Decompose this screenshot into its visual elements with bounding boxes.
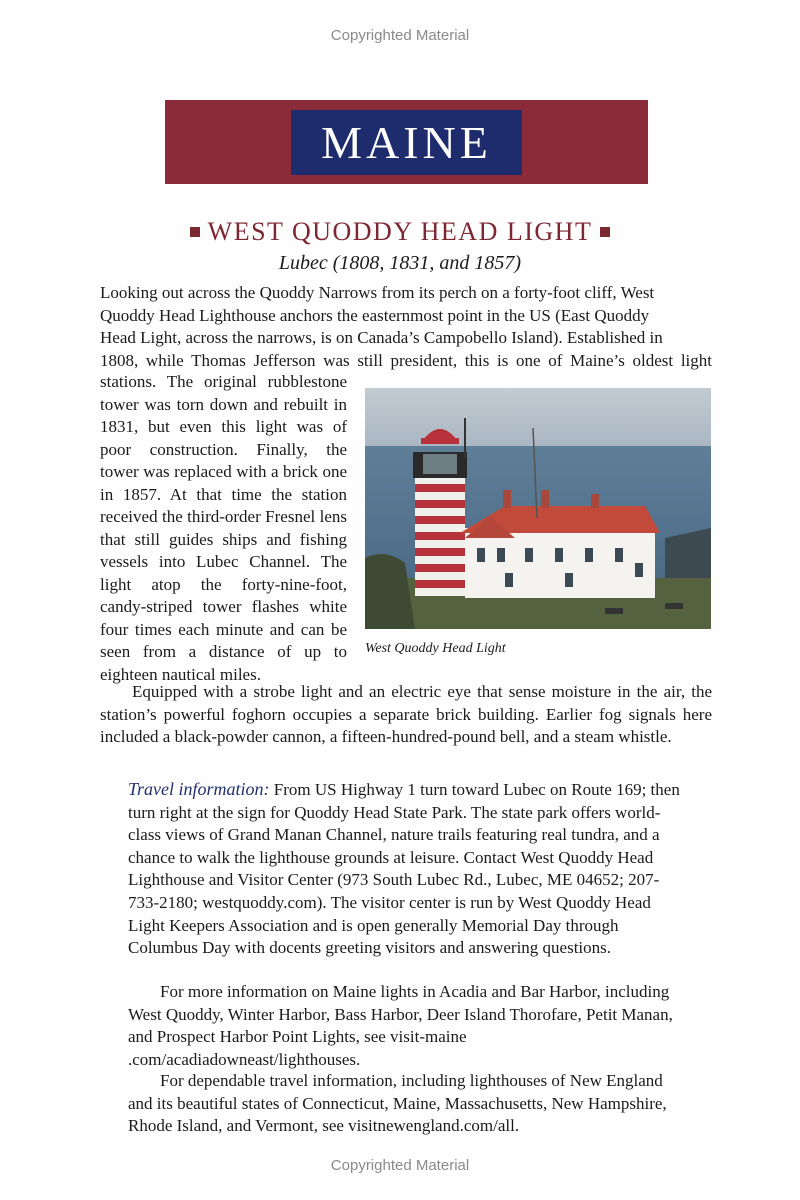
intro-line: Head Light, across the narrows, is on Canada’s Campobello Island). Established in: [100, 328, 663, 347]
lighthouse-photo: [365, 388, 711, 629]
copyright-header: Copyrighted Material: [330, 27, 470, 44]
intro-line: Looking out across the Quoddy Narrows from its perch on a forty-foot cliff, West: [100, 283, 655, 302]
foghorn-paragraph: Equipped with a strobe light and an electric eye that sense moisture in the air, the station’s powerful foghorn occupies a separate brick building. Earlier fog signals here included a black-powder cannon, a fifteen-hundred-pound bell, and a steam whistle.: [100, 682, 712, 746]
bullet-square-icon: [190, 227, 200, 237]
photo-caption: West Quoddy Head Light: [365, 641, 506, 656]
lighthouse-title: [0, 217, 800, 247]
intro-paragraph: [100, 282, 712, 372]
intro-line: Quoddy Head Lighthouse anchors the easternmost point in the US (East Quoddy: [100, 305, 650, 325]
intro-line: 1808, while Thomas Jefferson was still president, this is one of Maine’s oldest light: [100, 350, 712, 370]
acadia-info-paragraph: For more information on Maine lights in Acadia and Bar Harbor, including West Quoddy, Winter Harbor, Bass Harbor, Deer Island Thorofare, Petit Manan, and Prospect Harbor Point Lights, see visit-maine .com/acadiadowneast/lighthouses.: [128, 982, 673, 1069]
state-name: MAINE: [291, 110, 522, 175]
bullet-square-icon: [600, 227, 610, 237]
travel-info-text: From US Highway 1 turn toward Lubec on Route 169; then turn right at the sign for Quoddy Head State Park. The state park offers world-class views of Grand Manan Channel, nature trails featuring real tundra, and a chance to walk the lighthouse grounds at leisure. Contact West Quoddy Head Lighthouse and Visitor Center (973 South Lubec Rd., Lubec, ME 04652; 207-733-2180; westquoddy.com). The visitor center is run by West Quoddy Head Light Keepers Association and is open generally Memorial Day through Columbus Day with docents greeting visitors and answering questions.: [128, 780, 680, 958]
new-england-info-paragraph: For dependable travel information, including lighthouses of New England and its beautiful states of Connecticut, Maine, Massachusetts, New Hampshire, Rhode Island, and Vermont, see visitnewengland.com/all.: [128, 1071, 667, 1136]
state-banner: [165, 100, 648, 184]
lighthouse-title-text: WEST QUODDY HEAD LIGHT: [207, 217, 593, 246]
history-paragraph: stations. The original rubblestone tower was torn down and rebuilt in 1831, but even this light was of poor construction. Finally, the tower was replaced with a brick one in 1857. At that time the station received the third-order Fresnel lens that still guides ships and fishing vessels into Lubec Channel. The light atop the forty-nine-foot, candy-striped tower flashes white four times each minute and can be seen from a distance of up to eighteen nautical miles.: [100, 372, 347, 684]
lighthouse-subtitle: Lubec (1808, 1831, and 1857): [278, 252, 522, 274]
copyright-footer: Copyrighted Material: [330, 1157, 470, 1174]
travel-info-paragraph: [128, 778, 688, 960]
travel-info-label: Travel information:: [128, 779, 270, 799]
